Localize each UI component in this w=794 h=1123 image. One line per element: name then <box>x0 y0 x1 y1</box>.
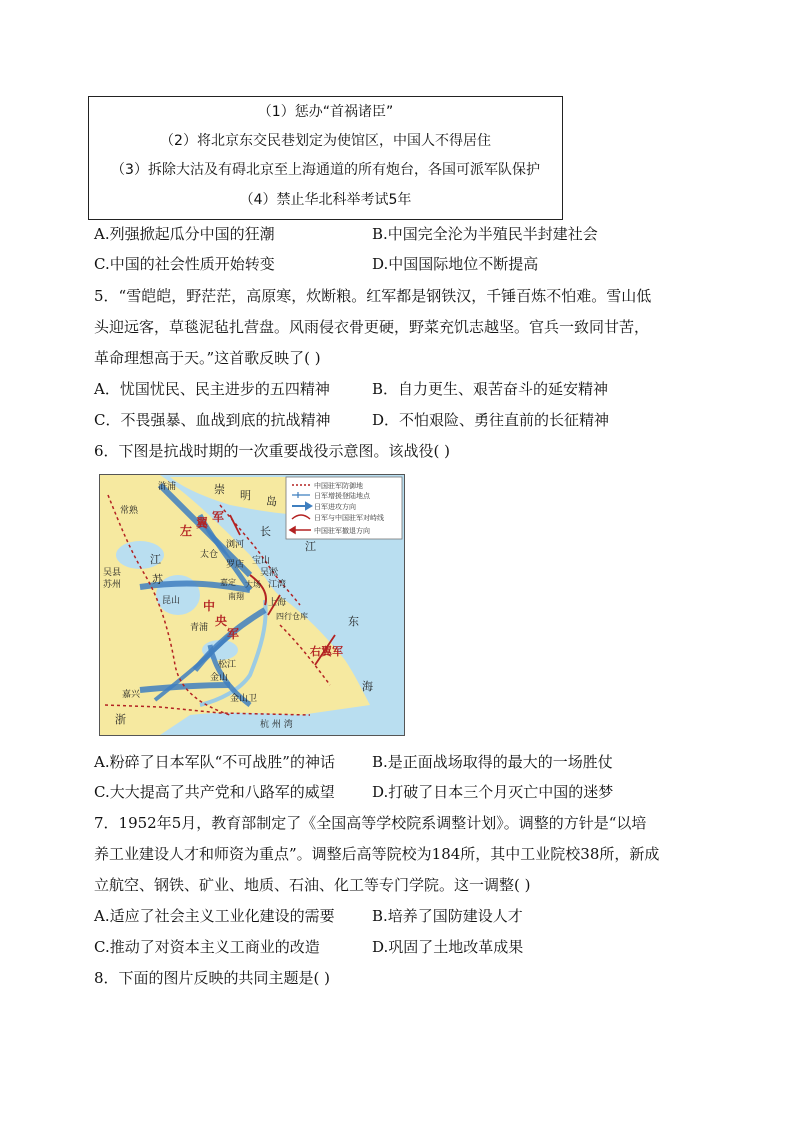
q5-stem-line-2: 头迎远客，草毯泥毡扎营盘。风雨侵衣骨更硬，野菜充饥志越坚。官兵一致同甘苦， <box>94 318 650 336</box>
q7-stem-line-1: 7．1952年5月，教育部制定了《全国高等学校院系调整计划》。调整的方针是“以培 <box>94 814 647 832</box>
q4-option-b: B.中国完全沦为半殖民半封建社会 <box>372 225 598 243</box>
place-suzhou: 苏州 <box>103 580 122 590</box>
treaty-clauses-box <box>88 96 563 220</box>
legend-label-1: 中国驻军防御地 <box>314 482 363 490</box>
q5-option-d: D．不怕艰险、勇往直前的长征精神 <box>372 411 610 429</box>
q6-option-c: C.大大提高了共产党和八路军的威望 <box>94 783 335 801</box>
label-zhongyangjun-3: 军 <box>227 627 240 641</box>
label-youyijun: 右翼军 <box>310 645 343 658</box>
q4-option-d: D.中国国际地位不断提高 <box>372 255 539 273</box>
q7-stem-line-2: 养工业建设人才和师资为重点”。调整后高等院校为184所，其中工业院校38所，新成 <box>94 845 660 863</box>
label-chongming-3: 岛 <box>266 495 277 508</box>
label-changjiang-1: 长 <box>260 525 271 538</box>
place-wuxian: 吴县 <box>103 568 122 578</box>
q6-option-a: A.粉碎了日本军队“不可战胜”的神话 <box>94 753 335 771</box>
q5-stem-line-3: 革命理想高于天。”这首歌反映了( ) <box>94 349 321 367</box>
q5-stem-line-1: 5．“雪皑皑，野茫茫，高原寒，炊断粮。红军都是钢铁汉，千锤百炼不怕难。雪山低 <box>94 287 652 305</box>
place-huxpu: 浒浦 <box>158 482 177 492</box>
q6-option-b: B.是正面战场取得的最大的一场胜仗 <box>372 753 613 771</box>
q8-stem: 8．下面的图片反映的共同主题是( ) <box>94 969 331 987</box>
clause-3: （3）拆除大沽及有碍北京至上海通道的所有炮台，各国可派军队保护 <box>111 162 540 178</box>
battle-map <box>99 474 405 736</box>
q7-option-a: A.适应了社会主义工业化建设的需要 <box>94 907 335 925</box>
q6-option-d: D.打破了日本三个月灭亡中国的迷梦 <box>372 783 614 801</box>
q5-option-a: A．忧国忧民、民主进步的五四精神 <box>94 380 330 398</box>
label-donghai-2: 海 <box>362 680 373 693</box>
place-shanghai: 上海 <box>268 598 287 608</box>
q6-stem: 6．下图是抗战时期的一次重要战役示意图。该战役( ) <box>94 442 451 460</box>
label-chongming-1: 崇 <box>214 483 225 496</box>
place-jinshan: 金山 <box>210 673 229 683</box>
place-changshu: 常熟 <box>120 506 139 516</box>
label-chongming-2: 明 <box>240 489 251 502</box>
place-jiaxing: 嘉兴 <box>122 690 141 700</box>
place-sihangcangku: 四行仓库 <box>276 612 308 621</box>
label-jiangsu-2: 苏 <box>152 573 163 586</box>
q4-option-c: C.中国的社会性质开始转变 <box>94 255 275 273</box>
place-dachang: 大场 <box>245 580 261 589</box>
q7-option-c: C.推动了对资本主义工商业的改造 <box>94 938 320 956</box>
label-hangzhouwan: 杭 州 湾 <box>260 720 293 730</box>
q7-option-d: D.巩固了土地改革成果 <box>372 938 524 956</box>
legend-label-5: 中国驻军撤退方向 <box>314 527 370 535</box>
label-zuoyijun-1: 左 <box>180 524 193 538</box>
place-songjiang: 松江 <box>218 660 237 670</box>
place-jiangwan: 江湾 <box>268 580 287 590</box>
label-zhejiang: 浙 <box>115 713 126 726</box>
legend-label-2: 日军增援登陆地点 <box>314 492 370 500</box>
place-jiading: 嘉定 <box>220 578 236 587</box>
place-taicang: 太仓 <box>200 550 219 560</box>
place-wusong: 吴淞 <box>260 568 279 578</box>
q5-option-c: C．不畏强暴、血战到底的抗战精神 <box>94 411 331 429</box>
label-changjiang-2: 江 <box>305 540 316 553</box>
q7-option-b: B.培养了国防建设人才 <box>372 907 523 925</box>
place-luodian: 罗店 <box>226 560 245 570</box>
place-qingpu: 青浦 <box>190 623 209 633</box>
place-nanxiang: 南翔 <box>228 592 244 601</box>
q4-option-a: A.列强掀起瓜分中国的狂潮 <box>94 225 275 243</box>
place-liuhe: 浏河 <box>226 540 245 550</box>
label-zuoyijun-2: 翼 <box>196 516 209 530</box>
label-zhongyangjun-1: 中 <box>203 599 216 613</box>
legend-label-3: 日军进攻方向 <box>314 503 356 511</box>
label-jiangsu-1: 江 <box>150 553 161 566</box>
clause-2: （2）将北京东交民巷划定为使馆区，中国人不得居住 <box>160 133 491 149</box>
label-zuoyijun-3: 军 <box>212 510 225 524</box>
place-jinshanwei: 金山卫 <box>230 694 258 704</box>
q7-stem-line-3: 立航空、钢铁、矿业、地质、石油、化工等专门学院。这一调整( ) <box>94 876 531 894</box>
place-kunshan: 昆山 <box>162 596 181 606</box>
q5-option-b: B．自力更生、艰苦奋斗的延安精神 <box>372 380 609 398</box>
clause-1: （1）惩办“首祸诸臣” <box>257 104 394 120</box>
legend-label-4: 日军与中国驻军对峙线 <box>314 514 384 522</box>
label-donghai-1: 东 <box>348 615 359 628</box>
label-zhongyangjun-2: 央 <box>215 614 228 628</box>
place-baoshan: 宝山 <box>252 556 271 566</box>
clause-4: （4）禁止华北科举考试5年 <box>239 192 412 208</box>
